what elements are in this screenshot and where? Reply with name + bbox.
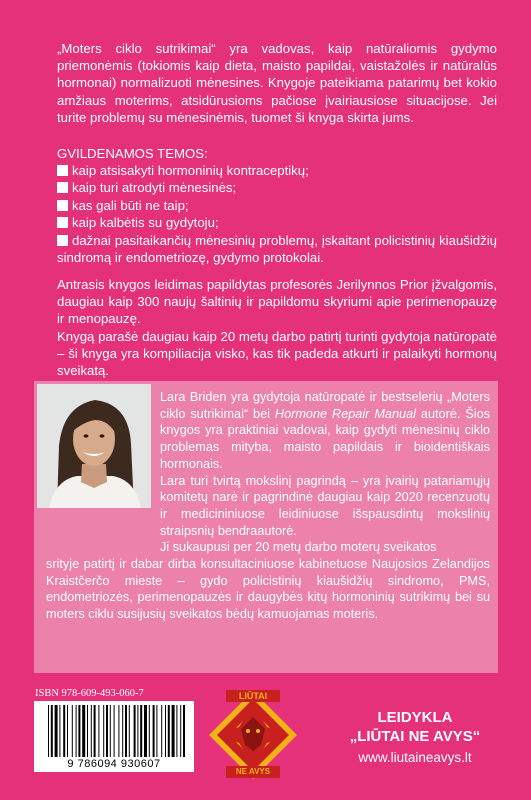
topic-item: kaip atsisakyti hormoninių kontraceptikų; [57,162,497,179]
barcode-bar [180,705,181,757]
topics-list [57,162,497,266]
logo-top-text: LIŪTAI [238,691,268,701]
publisher-name [320,708,510,746]
square-bullet-icon [57,235,68,246]
barcode-bar [82,705,85,757]
barcode-bar [51,705,53,757]
publisher-title: „LIŪTAI NE AVYS“ [349,728,481,745]
topics-heading: GVILDENAMOS TEMOS: [57,146,208,161]
author-bio [46,389,491,623]
barcode-bar [153,705,155,757]
barcode-bar [78,705,80,757]
topic-item: dažnai pasitaikančių mėnesinių problemų, įskaitant policistinių kiaušidžių sindromą ir endometriozę, gydymo protokolai. [57,232,497,266]
square-bullet-icon [57,217,68,228]
author-bio-paragraph: Lara Briden yra gydytoja natūropatė ir bestselerių „Moters ciklo sutrikimai“ bei Hormone Repair Manual autorė. Šios knygos yra praktiniai vadovai, kaip gydyti mėnesinių ciklo problemas mityba, maisto papildais ir bioidentiškais hormonais. [160,390,491,471]
topic-item: kas gali būti ne taip; [57,197,497,214]
barcode-bar [165,705,166,757]
barcode-bar [94,705,96,757]
barcode-bar [129,705,130,757]
topic-item: kaip turi atrodyti mėnesinės; [57,179,497,196]
barcode-bars [34,701,194,759]
barcode-bar [110,705,111,757]
barcode-bar [176,705,177,757]
barcode-bar [55,705,58,757]
second-edition-text [57,276,497,379]
barcode-bar [134,705,136,757]
barcode-bar [106,705,108,757]
barcode [34,701,194,772]
barcode-bar [172,705,175,757]
author-photo [37,384,151,508]
barcode-bar [161,705,162,757]
intro-text [57,40,497,126]
barcode-bar [87,705,88,757]
author-experience-paragraph: Knygą parašė daugiau kaip 20 metų darbo patirtį turinti gydytoja natūropatė – ši knyga yra kompiliacija visko, kas tik padeda atkurti ir palaikyti hormonų sveikatą. [57,328,497,379]
barcode-bar [168,705,170,757]
barcode-bar [76,705,77,757]
barcode-bar [103,705,104,757]
barcode-bar [183,705,185,757]
square-bullet-icon [57,165,68,176]
topic-item: kaip kalbėtis su gydytoju; [57,214,497,231]
publisher-logo [206,688,300,780]
barcode-bar [125,705,127,757]
barcode-bar [67,705,68,757]
barcode-bar [140,705,142,757]
second-edition-paragraph: Antrasis knygos leidimas papildytas profesorės Jerilynnos Prior įžvalgomis, daugiau kaip 300 naujų šaltinių ir papildomu skyriumi apie perimenopauzę ir menopauzę. [57,277,497,327]
barcode-bar [114,705,115,757]
barcode-bar [48,705,49,757]
barcode-number: 9 786094 930607 [67,758,161,770]
author-practice-paragraph: srityje patirtį ir dabar dirba konsultaciniuose kabinetuose Naujosios Zelandijos Kraistčerčo mieste – gydo policistinių kiaušidžių sindromo, PMS, endometriozės, perimenopauzės ir daugybės kitų hormoninių sutrikimų bei su moters ciklu susijusių sveikatos bėdų kamuojamas moteris. [46,557,490,622]
barcode-bar [59,705,60,757]
barcode-bar [137,705,138,757]
square-bullet-icon [57,200,68,211]
barcode-bar [144,705,147,757]
barcode-bar [118,705,119,757]
barcode-bar [91,705,92,757]
barcode-bar [149,705,150,757]
barcode-bar [98,705,99,757]
square-bullet-icon [57,182,68,193]
author-credentials-paragraph: Lara turi tvirtą mokslinį pagrindą – yra įvairių patariamųjų komitetų narė ir pagrindinė daugiau kaip 2020 recenzuotų ir medicininiuose leidiniuose išspausdintų mokslinių straipsnių bendraautorė. [160,473,490,538]
publisher-website[interactable]: www.liutaineavys.lt [358,750,472,765]
barcode-bar [156,705,157,757]
author-practice-line: Ji sukaupusi per 20 metų darbo moterų sveikatos [160,540,437,555]
barcode-bar [72,705,73,757]
publisher-label: LEIDYKLA [377,709,453,726]
barcode-bar [122,705,123,757]
intro-paragraph: „Moters ciklo sutrikimai“ yra vadovas, kaip natūraliomis gydymo priemonėmis (tokiomis kaip dieta, maisto papildai, vaistažolės ir natūralūs hormonai) normalizuoti mėnesines. Knygoje pateikiama patarimų bet kokio amžiaus moterims, atsidūrusioms pačiose įvairiausiose situacijose. Jei turite problemų su mėnesinėmis, tuomet ši knyga skirta jums. [57,41,497,125]
barcode-bar [63,705,65,757]
logo-bottom-text: NE AVYS [235,767,271,776]
isbn: ISBN 978-609-493-060-7 [35,688,144,699]
